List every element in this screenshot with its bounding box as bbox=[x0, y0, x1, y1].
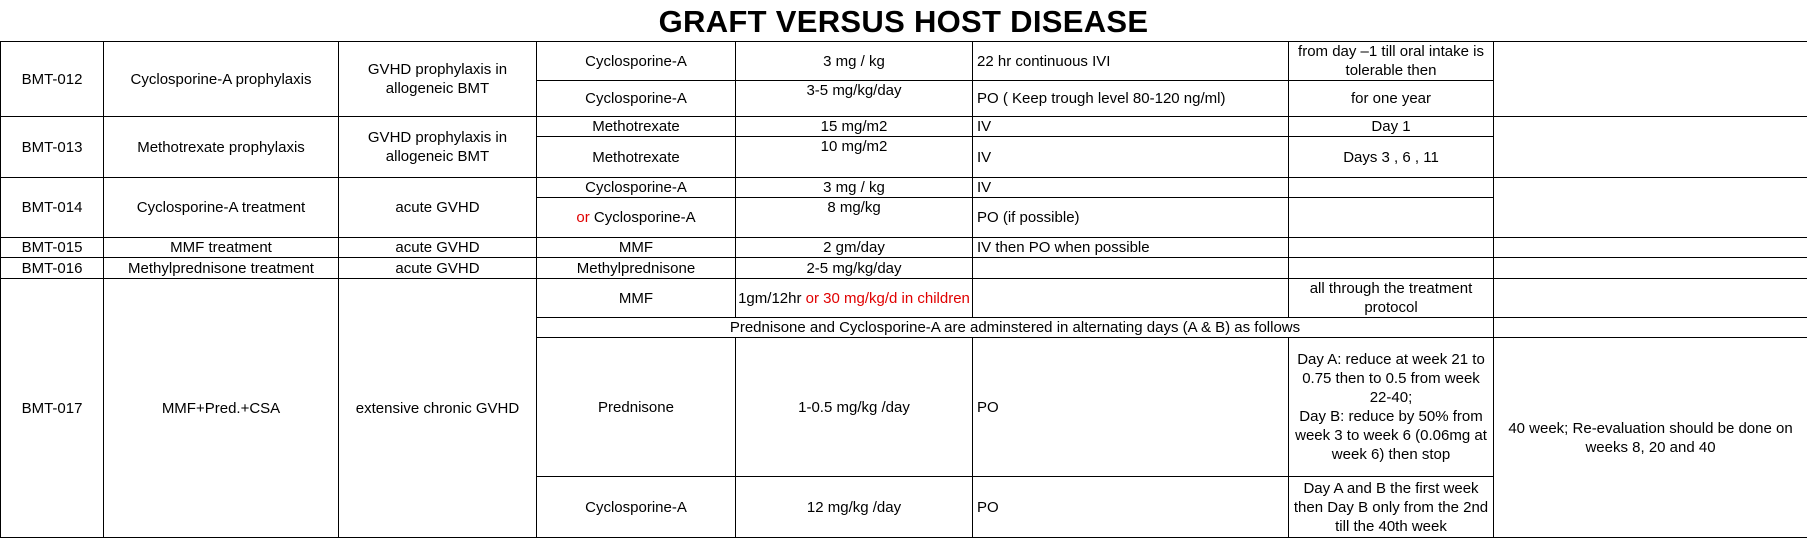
note-cell bbox=[1494, 117, 1807, 178]
table-row bbox=[1, 238, 1807, 258]
evaluation-note: 40 week; Re-evaluation should be done on weeks 8, 20 and 40 bbox=[1494, 338, 1807, 538]
table-row bbox=[1, 42, 1807, 81]
drug: Methylprednisone bbox=[537, 258, 736, 279]
duration: from day –1 till oral intake is tolerable then bbox=[1289, 42, 1494, 81]
note-cell bbox=[1494, 238, 1807, 258]
protocol-name: Cyclosporine-A treatment bbox=[104, 178, 339, 238]
route: IV bbox=[973, 178, 1289, 198]
drug: Cyclosporine-A bbox=[537, 178, 736, 198]
children-dose: or 30 mg/kg/d in children bbox=[805, 289, 970, 307]
table-row bbox=[1, 258, 1807, 279]
dose: 3 mg / kg bbox=[736, 42, 973, 81]
duration bbox=[1289, 258, 1494, 279]
alternation-note: Prednisone and Cyclosporine-A are adminstered in alternating days (A & B) as follows bbox=[537, 318, 1494, 338]
drug: Cyclosporine-A bbox=[537, 81, 736, 117]
dose: 3 mg / kg bbox=[736, 178, 973, 198]
indication: acute GVHD bbox=[339, 178, 537, 238]
indication: GVHD prophylaxis in allogeneic BMT bbox=[339, 117, 537, 178]
dose: 12 mg/kg /day bbox=[736, 477, 973, 538]
indication: acute GVHD bbox=[339, 258, 537, 279]
dose: 10 mg/m2 bbox=[736, 137, 973, 178]
duration: Day A and B the first week then Day B only from the 2nd till the 40th week bbox=[1289, 477, 1494, 538]
indication: extensive chronic GVHD bbox=[339, 279, 537, 538]
duration: Days 3 , 6 , 11 bbox=[1289, 137, 1494, 178]
dose: 3-5 mg/kg/day bbox=[736, 81, 973, 117]
dose: 1-0.5 mg/kg /day bbox=[736, 338, 973, 477]
drug: Cyclosporine-A bbox=[537, 42, 736, 81]
drug: Prednisone bbox=[537, 338, 736, 477]
protocol-name: Methotrexate prophylaxis bbox=[104, 117, 339, 178]
page-title: GRAFT VERSUS HOST DISEASE bbox=[658, 4, 1149, 39]
duration bbox=[1289, 198, 1494, 238]
protocol-name: Cyclosporine-A prophylaxis bbox=[104, 42, 339, 117]
route: IV bbox=[973, 117, 1289, 137]
duration bbox=[1289, 178, 1494, 198]
table-row bbox=[1, 279, 1807, 318]
note-cell bbox=[1494, 279, 1807, 318]
protocol-code: BMT-016 bbox=[1, 258, 104, 279]
drug: Methotrexate bbox=[537, 137, 736, 178]
route: PO bbox=[973, 477, 1289, 538]
day-a-schedule: Day A: reduce at week 21 to 0.75 then to 0.5 from week 22-40; bbox=[1297, 351, 1485, 406]
route: PO bbox=[973, 338, 1289, 477]
drug-name: Cyclosporine-A bbox=[593, 209, 696, 226]
indication: GVHD prophylaxis in allogeneic BMT bbox=[339, 42, 537, 117]
route bbox=[973, 258, 1289, 279]
protocol-name: MMF+Pred.+CSA bbox=[104, 279, 339, 538]
protocol-code: BMT-012 bbox=[1, 42, 104, 117]
route bbox=[973, 279, 1289, 318]
drug: MMF bbox=[537, 238, 736, 258]
protocol-name: Methylprednisone treatment bbox=[104, 258, 339, 279]
note-cell bbox=[1494, 178, 1807, 238]
dose: 2-5 mg/kg/day bbox=[736, 258, 973, 279]
duration: for one year bbox=[1289, 81, 1494, 117]
protocol-code: BMT-013 bbox=[1, 117, 104, 178]
table-row bbox=[1, 178, 1807, 198]
dose: 8 mg/kg bbox=[736, 198, 973, 238]
note-cell bbox=[1494, 258, 1807, 279]
protocol-name: MMF treatment bbox=[104, 238, 339, 258]
route: IV then PO when possible bbox=[973, 238, 1289, 258]
protocol-code: BMT-014 bbox=[1, 178, 104, 238]
drug: Methotrexate bbox=[537, 117, 736, 137]
alternative-marker: or bbox=[576, 209, 590, 226]
duration: Day 1 bbox=[1289, 117, 1494, 137]
note-cell bbox=[1494, 42, 1807, 117]
duration: all through the treatment protocol bbox=[1289, 279, 1494, 318]
table-row bbox=[1, 117, 1807, 137]
route: IV bbox=[973, 137, 1289, 178]
route: PO (if possible) bbox=[973, 198, 1289, 238]
protocol-code: BMT-015 bbox=[1, 238, 104, 258]
drug bbox=[537, 198, 736, 238]
duration bbox=[1289, 338, 1494, 477]
adult-dose: 1gm/12hr bbox=[738, 289, 802, 307]
drug: Cyclosporine-A bbox=[537, 477, 736, 538]
dose: 2 gm/day bbox=[736, 238, 973, 258]
day-b-schedule: Day B: reduce by 50% from week 3 to week 6 (0.06mg at week 6) then stop bbox=[1295, 408, 1487, 463]
indication: acute GVHD bbox=[339, 238, 537, 258]
route: 22 hr continuous IVI bbox=[973, 42, 1289, 81]
dose: 15 mg/m2 bbox=[736, 117, 973, 137]
drug: MMF bbox=[537, 279, 736, 318]
dose bbox=[736, 279, 973, 318]
duration bbox=[1289, 238, 1494, 258]
protocol-code: BMT-017 bbox=[1, 279, 104, 538]
route: PO ( Keep trough level 80-120 ng/ml) bbox=[973, 81, 1289, 117]
note-cell bbox=[1494, 318, 1807, 338]
protocol-table bbox=[0, 41, 1807, 538]
